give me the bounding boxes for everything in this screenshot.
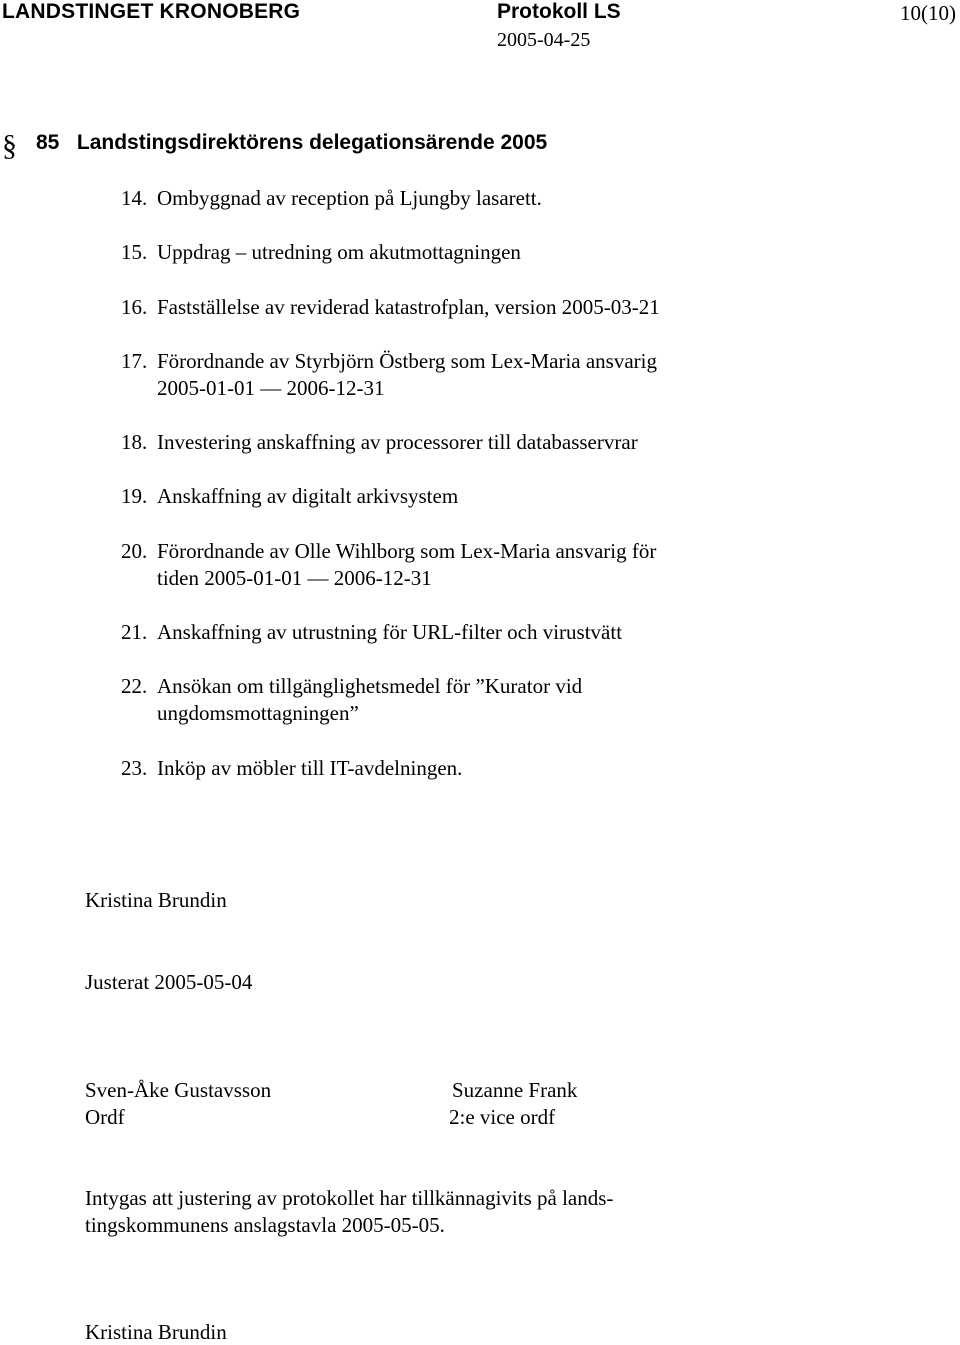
list-item bbox=[121, 484, 458, 509]
signer-name: Sven-Åke Gustavsson bbox=[85, 1078, 272, 1102]
item-text: Ombyggnad av reception på Ljungby lasarett. bbox=[157, 186, 542, 210]
list-item bbox=[121, 295, 660, 320]
item-text: Investering anskaffning av processorer till databasservrar bbox=[157, 430, 638, 454]
item-text-continued: tiden 2005-01-01 — 2006-12-31 bbox=[157, 566, 432, 590]
secretary-name: Kristina Brundin bbox=[85, 888, 227, 912]
justified-date: Justerat 2005-05-04 bbox=[85, 970, 253, 994]
document-title: Protokoll LS bbox=[497, 0, 621, 23]
list-item bbox=[121, 349, 657, 401]
item-number: 15. bbox=[121, 240, 148, 264]
final-signature-name: Kristina Brundin bbox=[85, 1320, 227, 1344]
list-item bbox=[121, 186, 542, 211]
item-number: 19. bbox=[121, 484, 148, 508]
item-text: Anskaffning av utrustning för URL-filter och virustvätt bbox=[157, 620, 623, 644]
certification-text: tingskommunens anslagstavla 2005-05-05. bbox=[85, 1213, 445, 1237]
item-number: 17. bbox=[121, 349, 148, 373]
list-item bbox=[121, 539, 656, 591]
item-number: 16. bbox=[121, 295, 148, 319]
item-text: Inköp av möbler till IT-avdelningen. bbox=[157, 756, 463, 780]
signer-role: 2:e vice ordf bbox=[449, 1105, 556, 1129]
section-title: Landstingsdirektörens delegationsärende 2005 bbox=[76, 131, 548, 154]
item-text: Anskaffning av digitalt arkivsystem bbox=[157, 484, 459, 508]
list-item bbox=[121, 240, 521, 265]
section-number: 85 bbox=[36, 131, 60, 154]
item-number: 23. bbox=[121, 756, 148, 780]
signer-role: Ordf bbox=[85, 1105, 125, 1129]
item-text-continued: ungdomsmottagningen” bbox=[157, 701, 359, 725]
item-text: Förordnande av Olle Wihlborg som Lex-Maria ansvarig för bbox=[157, 539, 657, 563]
section-symbol: § bbox=[2, 129, 17, 162]
list-item bbox=[121, 430, 638, 455]
page-number: 10(10) bbox=[900, 1, 956, 25]
item-text: Ansökan om tillgänglighetsmedel för ”Kurator vid bbox=[157, 674, 583, 698]
item-number: 21. bbox=[121, 620, 148, 644]
list-item bbox=[121, 756, 462, 781]
item-text: Förordnande av Styrbjörn Östberg som Lex-Maria ansvarig bbox=[157, 349, 658, 373]
item-number: 20. bbox=[121, 539, 148, 563]
item-text: Fastställelse av reviderad katastrofplan, version 2005-03-21 bbox=[157, 295, 660, 319]
list-item bbox=[121, 620, 622, 645]
item-number: 18. bbox=[121, 430, 148, 454]
org-name: LANDSTINGET KRONOBERG bbox=[2, 0, 301, 23]
section-heading bbox=[36, 131, 547, 155]
item-text: Uppdrag – utredning om akutmottagningen bbox=[157, 240, 521, 264]
certification-text: Intygas att justering av protokollet har tillkännagivits på lands- bbox=[85, 1186, 614, 1210]
item-number: 22. bbox=[121, 674, 148, 698]
document-date: 2005-04-25 bbox=[497, 29, 591, 51]
list-item bbox=[121, 674, 582, 726]
item-text-continued: 2005-01-01 — 2006-12-31 bbox=[157, 376, 385, 400]
signer-name: Suzanne Frank bbox=[452, 1078, 578, 1102]
item-number: 14. bbox=[121, 186, 148, 210]
